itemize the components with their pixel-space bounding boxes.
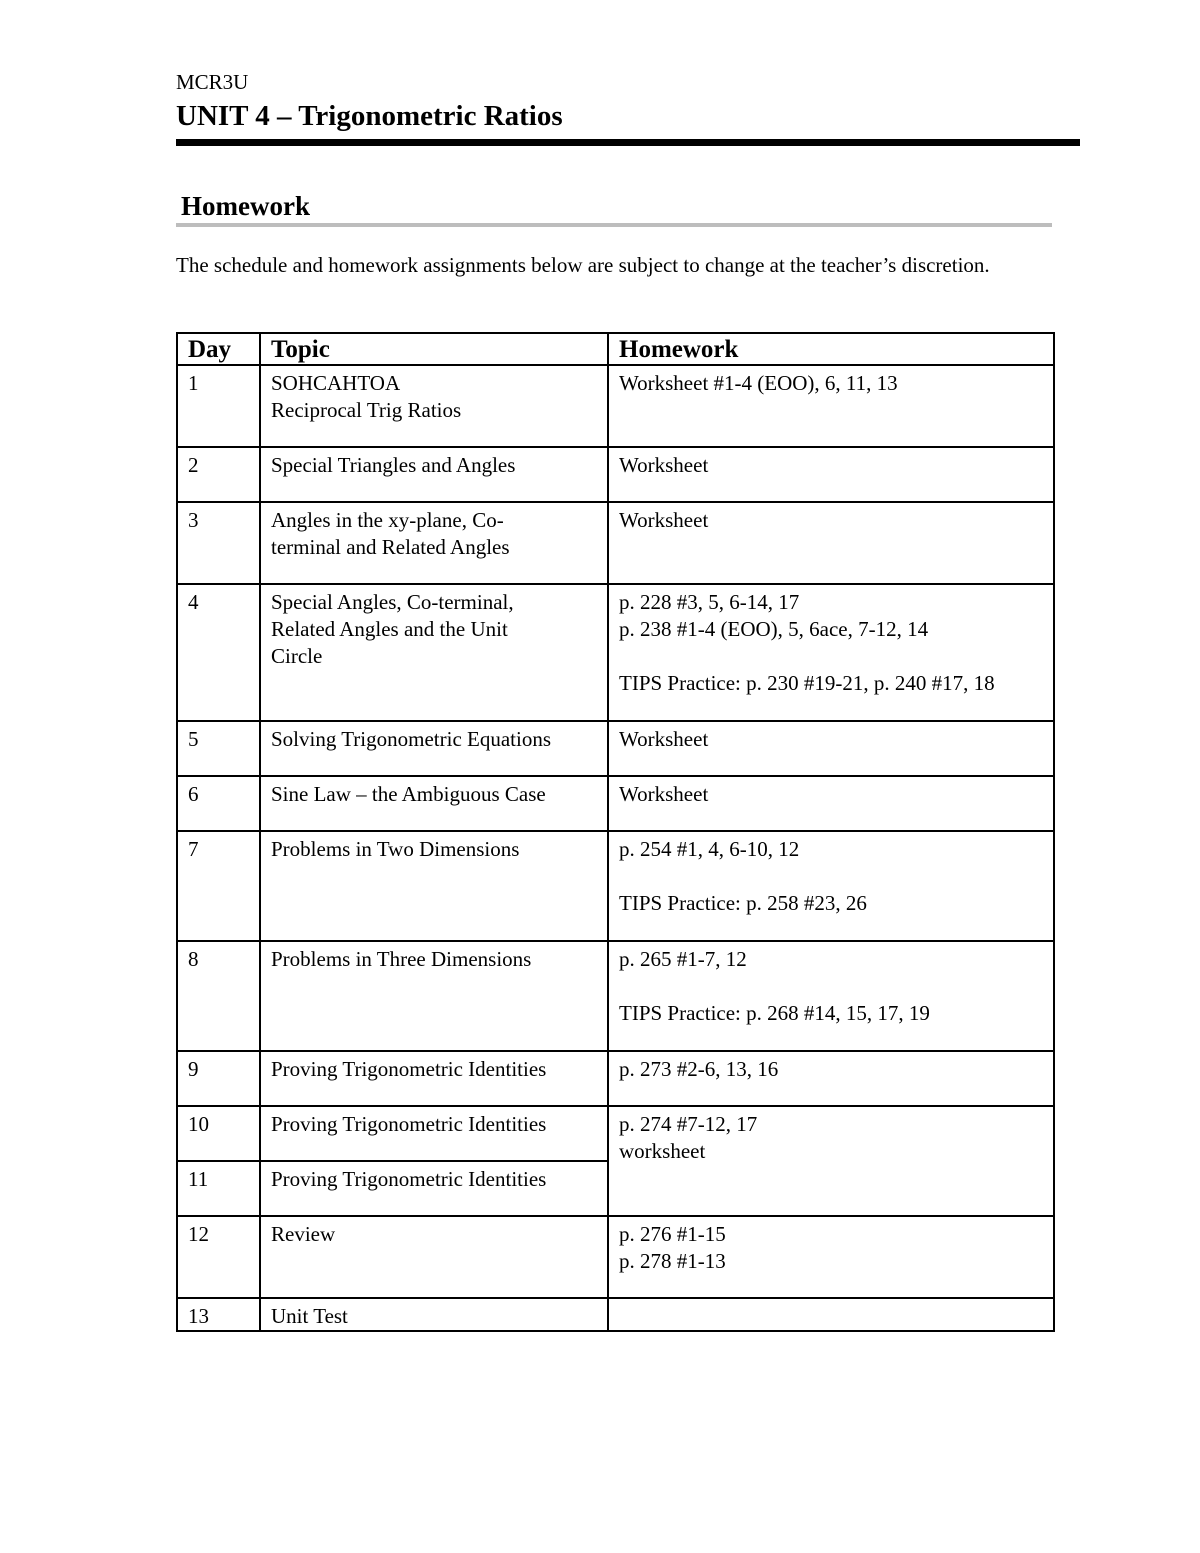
table-row	[177, 1051, 1054, 1106]
homework-line: p. 276 #1-15	[619, 1222, 726, 1246]
homework-cell	[608, 365, 1054, 447]
table-row	[177, 584, 1054, 721]
topic-line: Problems in Two Dimensions	[271, 837, 520, 861]
homework-cell	[608, 1051, 1054, 1106]
homework-cell	[608, 721, 1054, 776]
homework-line: p. 238 #1-4 (EOO), 5, 6ace, 7-12, 14	[619, 617, 929, 641]
homework-cell	[608, 584, 1054, 721]
topic-line: Proving Trigonometric Identities	[271, 1112, 547, 1136]
topic-line: terminal and Related Angles	[271, 535, 510, 559]
day-cell: 10	[177, 1106, 260, 1161]
table-row	[177, 1106, 1054, 1161]
day-cell: 11	[177, 1161, 260, 1216]
homework-cell	[608, 447, 1054, 502]
homework-cell	[608, 1298, 1054, 1331]
homework-line: Worksheet	[619, 782, 709, 806]
table-row	[177, 1298, 1054, 1331]
topic-cell	[260, 831, 608, 941]
intro-text: The schedule and homework assignments below are subject to change at the teacher’s discretion.	[176, 253, 990, 277]
table-row	[177, 721, 1054, 776]
topic-cell	[260, 502, 608, 584]
homework-cell	[608, 831, 1054, 941]
topic-line: Related Angles and the Unit	[271, 617, 508, 641]
table-row	[177, 831, 1054, 941]
header-day: Day	[177, 333, 260, 365]
topic-cell	[260, 1106, 608, 1161]
homework-line: worksheet	[619, 1139, 706, 1163]
day-cell: 12	[177, 1216, 260, 1298]
homework-line: TIPS Practice: p. 268 #14, 15, 17, 19	[619, 1001, 930, 1025]
table-header-row	[177, 333, 1054, 365]
homework-cell	[608, 776, 1054, 831]
topic-line: Proving Trigonometric Identities	[271, 1057, 547, 1081]
topic-cell	[260, 447, 608, 502]
homework-cell	[608, 502, 1054, 584]
homework-line: p. 228 #3, 5, 6-14, 17	[619, 590, 800, 614]
homework-cell	[608, 941, 1054, 1051]
day-cell: 1	[177, 365, 260, 447]
homework-line: p. 254 #1, 4, 6-10, 12	[619, 837, 800, 861]
homework-spacer	[619, 643, 1043, 670]
homework-line: Worksheet #1-4 (EOO), 6, 11, 13	[619, 371, 898, 395]
topic-line: Sine Law – the Ambiguous Case	[271, 782, 546, 806]
homework-spacer	[619, 973, 1043, 1000]
topic-cell	[260, 721, 608, 776]
topic-line: SOHCAHTOA	[271, 371, 401, 395]
header-topic: Topic	[260, 333, 608, 365]
table-row	[177, 1216, 1054, 1298]
section-title: Homework	[181, 191, 310, 221]
homework-line: p. 273 #2-6, 13, 16	[619, 1057, 779, 1081]
table-row	[177, 941, 1054, 1051]
table-body	[177, 365, 1054, 1331]
topic-line: Unit Test	[271, 1304, 348, 1328]
topic-line: Circle	[271, 644, 323, 668]
topic-cell	[260, 1298, 608, 1331]
topic-cell	[260, 776, 608, 831]
topic-line: Solving Trigonometric Equations	[271, 727, 552, 751]
unit-title: UNIT 4 – Trigonometric Ratios	[176, 100, 563, 132]
homework-line: p. 278 #1-13	[619, 1249, 726, 1273]
topic-line: Problems in Three Dimensions	[271, 947, 532, 971]
course-code: MCR3U	[176, 70, 249, 94]
homework-line: TIPS Practice: p. 258 #23, 26	[619, 891, 867, 915]
topic-cell	[260, 1051, 608, 1106]
topic-cell	[260, 1161, 608, 1216]
section-rule	[176, 223, 1052, 227]
homework-table	[176, 332, 1055, 1332]
homework-cell	[608, 1106, 1054, 1216]
homework-line: Worksheet	[619, 727, 709, 751]
topic-line: Special Triangles and Angles	[271, 453, 516, 477]
day-cell: 5	[177, 721, 260, 776]
topic-cell	[260, 584, 608, 721]
topic-line: Review	[271, 1222, 336, 1246]
homework-spacer	[619, 863, 1043, 890]
topic-cell	[260, 941, 608, 1051]
day-cell: 7	[177, 831, 260, 941]
table-row	[177, 502, 1054, 584]
topic-line: Reciprocal Trig Ratios	[271, 398, 462, 422]
topic-cell	[260, 1216, 608, 1298]
day-cell: 3	[177, 502, 260, 584]
day-cell: 4	[177, 584, 260, 721]
topic-line: Special Angles, Co-terminal,	[271, 590, 514, 614]
day-cell: 9	[177, 1051, 260, 1106]
homework-cell	[608, 1216, 1054, 1298]
table-row	[177, 776, 1054, 831]
homework-line: p. 274 #7-12, 17	[619, 1112, 758, 1136]
homework-line: Worksheet	[619, 508, 709, 532]
table-row	[177, 365, 1054, 447]
topic-cell	[260, 365, 608, 447]
day-cell: 2	[177, 447, 260, 502]
homework-line: Worksheet	[619, 453, 709, 477]
header-homework: Homework	[608, 333, 1054, 365]
day-cell: 8	[177, 941, 260, 1051]
title-rule	[176, 139, 1080, 146]
homework-line: p. 265 #1-7, 12	[619, 947, 747, 971]
table-row	[177, 447, 1054, 502]
topic-line: Proving Trigonometric Identities	[271, 1167, 547, 1191]
day-cell: 6	[177, 776, 260, 831]
topic-line: Angles in the xy-plane, Co-	[271, 508, 504, 532]
day-cell: 13	[177, 1298, 260, 1331]
homework-line: TIPS Practice: p. 230 #19-21, p. 240 #17, 18	[619, 671, 995, 695]
